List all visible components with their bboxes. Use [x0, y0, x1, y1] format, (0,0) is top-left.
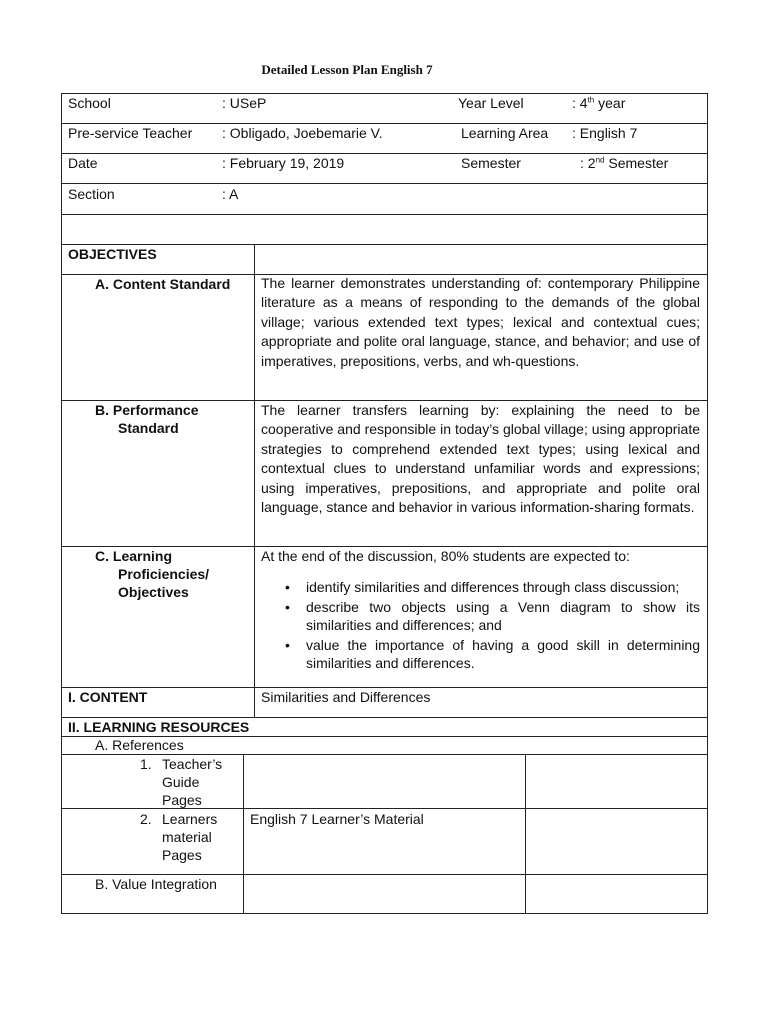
- semester-value: : 2nd Semester: [580, 155, 669, 171]
- date-value: : February 19, 2019: [222, 155, 345, 171]
- content-standard-label: A. Content Standard: [95, 276, 231, 292]
- date-label: Date: [68, 155, 98, 171]
- performance-standard-label: B. Performance: [95, 402, 199, 418]
- content-value: Similarities and Differences: [261, 689, 431, 705]
- divider: [525, 754, 526, 914]
- learning-area-value: : English 7: [572, 125, 638, 141]
- content-label: I. CONTENT: [68, 689, 148, 705]
- section-value: : A: [222, 186, 239, 202]
- resources-heading: II. LEARNING RESOURCES: [68, 719, 250, 735]
- item1-label-cont: Guide: [162, 774, 200, 790]
- teacher-value: : Obligado, Joebemarie V.: [222, 125, 383, 141]
- bullet-icon: •: [285, 579, 290, 595]
- item1-label: Teacher’s: [162, 756, 223, 772]
- performance-standard-label-cont: Standard: [118, 420, 179, 436]
- divider: [61, 183, 708, 184]
- item1-label-cont: Pages: [162, 792, 202, 808]
- document-title: Detailed Lesson Plan English 7: [261, 62, 433, 77]
- year-level-value: : 4th year: [572, 95, 626, 111]
- semester-label: Semester: [461, 155, 521, 171]
- references-label: A. References: [95, 737, 184, 753]
- list-item: • identify similarities and differences through class discussion;: [285, 579, 680, 595]
- proficiencies-label-cont: Objectives: [118, 584, 189, 600]
- school-value: : USeP: [222, 95, 267, 111]
- divider: [243, 754, 244, 914]
- performance-standard-text: The learner transfers learning by: explaining the need to be cooperative and responsible in today’s global village; using appropriate strategies to comprehend extended text types; using lexical and contextual clues to understand unfamiliar words and expressions; using imperatives, prepositions, and appropriate and polite oral language, stance and behavior in various information-sharing formats.: [261, 402, 700, 516]
- item2-label-cont: material: [162, 829, 212, 845]
- objectives-heading: OBJECTIVES: [68, 246, 157, 262]
- divider: [254, 244, 255, 717]
- year-level-label: Year Level: [458, 95, 524, 111]
- proficiencies-label: C. Learning: [95, 548, 173, 564]
- item2-label: Learners: [162, 811, 218, 827]
- divider: [61, 808, 708, 809]
- section-label: Section: [68, 186, 115, 202]
- proficiencies-label-cont: Proficiencies/: [118, 566, 210, 582]
- divider: [707, 244, 708, 717]
- objectives-list: [285, 578, 700, 674]
- divider: [61, 244, 62, 717]
- list-item: • describe two objects using a Venn diagram to show its similarities and differences; and: [285, 599, 700, 633]
- value-integration-label: B. Value Integration: [95, 876, 217, 892]
- bullet-icon: •: [285, 637, 290, 653]
- divider: [61, 754, 708, 755]
- proficiencies-intro: At the end of the discussion, 80% students are expected to:: [261, 548, 630, 564]
- list-item: • value the importance of having a good skill in determining similarities and differences.: [285, 637, 700, 671]
- content-standard-text: The learner demonstrates understanding of: contemporary Philippine literature as a means of responding to the demands of the global village; various extended text types; lexical and contextual cues; appropriate and polite oral language, stance, and behavior; and use of imperatives, prepositions, verbs, and wh-questions.: [261, 275, 700, 369]
- item2-number: 2.: [140, 811, 152, 827]
- item1-number: 1.: [140, 756, 152, 772]
- school-label: School: [68, 95, 111, 111]
- bullet-icon: •: [285, 599, 290, 615]
- item2-label-cont: Pages: [162, 847, 202, 863]
- item2-value: English 7 Learner’s Material: [250, 811, 424, 827]
- teacher-label: Pre-service Teacher: [68, 125, 193, 141]
- divider: [61, 214, 708, 215]
- learning-area-label: Learning Area: [461, 125, 549, 141]
